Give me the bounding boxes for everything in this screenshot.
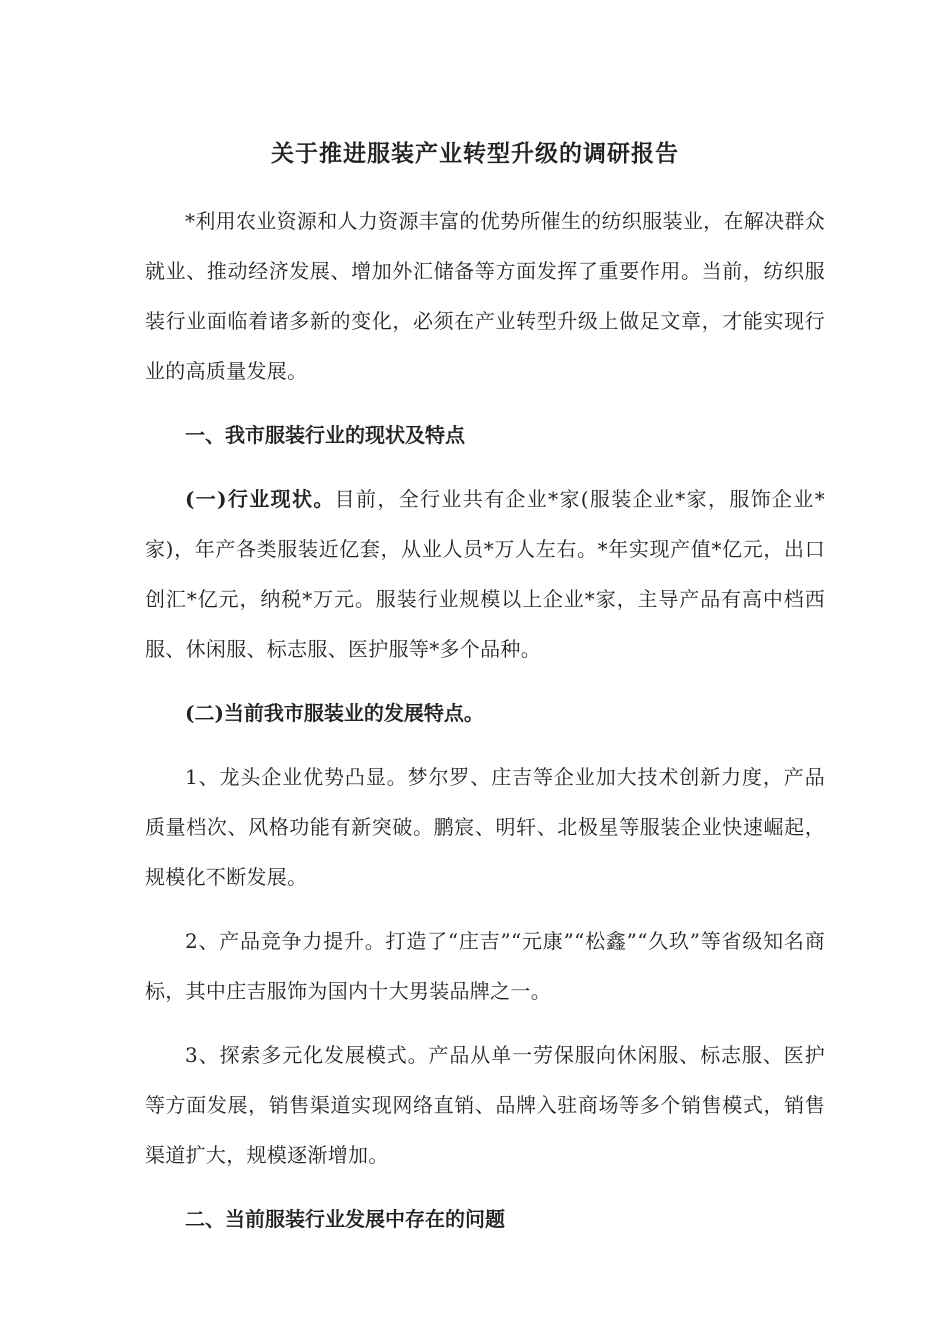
list-item-3: 3、探索多元化发展模式。产品从单一劳保服向休闲服、标志服、医护等方面发展，销售渠道实现网络直销、品牌入驻商场等多个销售模式，销售渠道扩大，规模逐渐增加。 bbox=[145, 1043, 825, 1167]
section-1-2-heading: (二)当前我市服装业的发展特点。 bbox=[185, 701, 484, 725]
document-title: 关于推进服装产业转型升级的调研报告 bbox=[271, 140, 679, 167]
section-1-heading: 一、我市服装行业的现状及特点 bbox=[185, 423, 465, 447]
list-item-1: 1、龙头企业优势凸显。梦尔罗、庄吉等企业加大技术创新力度，产品质量档次、风格功能有新突破。鹏宸、明轩、北极星等服装企业快速崛起，规模化不断发展。 bbox=[145, 765, 825, 889]
section-1-1-paragraph bbox=[145, 474, 825, 674]
document-body bbox=[145, 196, 825, 1258]
intro-paragraph: *利用农业资源和人力资源丰富的优势所催生的纺织服装业，在解决群众就业、推动经济发展、增加外汇储备等方面发挥了重要作用。当前，纺织服装行业面临着诸多新的变化，必须在产业转型升级上做足文章，才能实现行业的高质量发展。 bbox=[145, 209, 825, 383]
section-1-1-lead: (一)行业现状。 bbox=[185, 487, 335, 511]
section-2-heading: 二、当前服装行业发展中存在的问题 bbox=[185, 1207, 505, 1231]
list-item-2: 2、产品竞争力提升。打造了“庄吉”“元康”“松鑫”“久玖”等省级知名商标，其中庄吉服饰为国内十大男装品牌之一。 bbox=[145, 929, 825, 1003]
section-1-1-text: 目前，全行业共有企业*家(服装企业*家，服饰企业*家)，年产各类服装近亿套，从业人员*万人左右。*年实现产值*亿元，出口创汇*亿元，纳税*万元。服装行业规模以上企业*家，主导产品有高中档西服、休闲服、标志服、医护服等*多个品种。 bbox=[145, 487, 825, 661]
